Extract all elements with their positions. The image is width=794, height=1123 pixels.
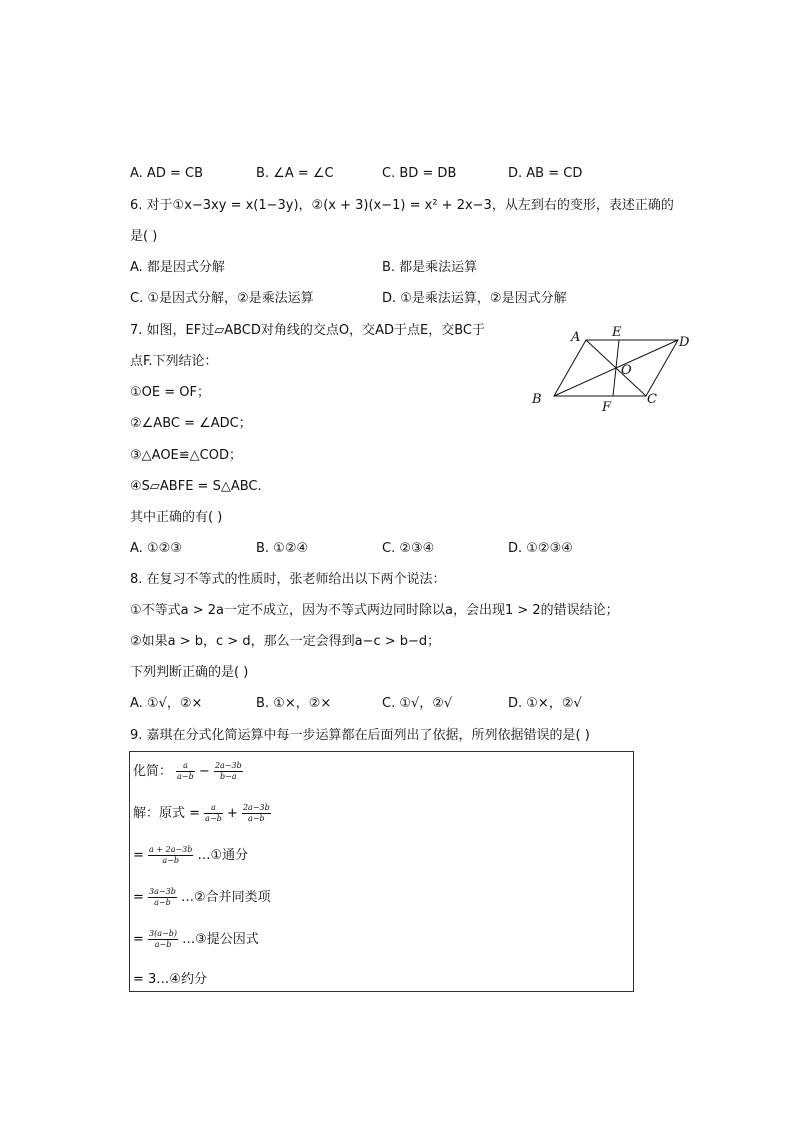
q8-statement-2: ②如果a > b，c > d，那么一定会得到a−c > b−d； <box>130 634 441 649</box>
q8-statement-1: ①不等式a > 2a一定不成立，因为不等式两边同时除以a，会出现1 > 2的错误结论； <box>130 603 619 618</box>
q5-option-c: C. BD = DB <box>382 166 457 181</box>
q5-option-a: A. AD = CB <box>130 166 203 181</box>
q7-ask: 其中正确的有( ) <box>130 510 223 525</box>
solution-box <box>129 751 634 992</box>
fraction: $\frac{a}{a-b}$ <box>177 761 194 781</box>
q8-stem: 8. 在复习不等式的性质时，张老师给出以下两个说法： <box>130 572 446 587</box>
q5-option-d: D. AB = CD <box>508 166 583 181</box>
fraction: $\frac{2a-3b}{a-b}$ <box>242 803 270 823</box>
label-o: O <box>621 363 632 378</box>
label-f: F <box>602 400 612 414</box>
solution-row-6: = 3…④约分 <box>133 972 207 987</box>
label-a: A <box>571 330 581 345</box>
fraction: $\frac{3(a-b)}{a-b}$ <box>149 929 177 949</box>
q7-claim-4: ④S▱ABFE = S△ABC. <box>130 479 262 494</box>
q7-stem-cont: 点F.下列结论： <box>130 354 218 369</box>
q8-ask: 下列判断正确的是( ) <box>130 665 249 680</box>
label-e: E <box>612 325 622 340</box>
q7-stem: 7. 如图，EF过▱ABCD对角线的交点O，交AD于点E，交BC于 <box>130 323 486 338</box>
solution-row-4: = $\frac{3a-3b}{a-b}$ …②合并同类项 <box>133 887 271 907</box>
q8-option-a: A. ①√，②× <box>130 696 203 711</box>
fraction: $\frac{a}{a-b}$ <box>205 803 222 823</box>
label-b: B <box>532 392 542 407</box>
q6-option-b: B. 都是乘法运算 <box>382 260 478 275</box>
q5-option-b: B. ∠A = ∠C <box>256 166 334 181</box>
q6-option-c: C. ①是因式分解，②是乘法运算 <box>130 291 314 306</box>
q8-option-d: D. ①×，②√ <box>508 696 582 711</box>
q7-claim-3: ③△AOE≌△COD； <box>130 448 242 463</box>
q7-claim-1: ①OE = OF； <box>130 385 210 400</box>
q7-option-b: B. ①②④ <box>256 541 309 556</box>
fraction: $\frac{2a-3b}{b-a}$ <box>214 761 242 781</box>
q7-claim-2: ②∠ABC = ∠ADC； <box>130 416 252 431</box>
q6-stem-cont: 是( ) <box>130 229 158 244</box>
q7-option-d: D. ①②③④ <box>508 541 573 556</box>
q6-option-a: A. 都是因式分解 <box>130 260 225 275</box>
segment-ef <box>613 340 619 396</box>
label-d: D <box>679 335 690 350</box>
fraction: $\frac{a + 2a-3b}{a-b}$ <box>149 845 193 865</box>
solution-row-1: 化简： $\frac{a}{a-b}$ − $\frac{2a-3b}{b-a}$ <box>133 761 242 781</box>
label-c: C <box>647 392 657 407</box>
q7-option-a: A. ①②③ <box>130 541 182 556</box>
parallelogram-figure <box>528 322 698 414</box>
q7-option-c: C. ②③④ <box>382 541 435 556</box>
q8-option-b: B. ①×，②× <box>256 696 332 711</box>
fraction: $\frac{3a-3b}{a-b}$ <box>149 887 176 907</box>
q6-stem: 6. 对于①x−3xy = x(1−3y)，②(x + 3)(x−1) = x² + 2x−3，从左到右的变形，表述正确的 <box>130 198 674 213</box>
solution-row-5: = $\frac{3(a-b)}{a-b}$ …③提公因式 <box>133 929 259 949</box>
q9-stem: 9. 嘉琪在分式化简运算中每一步运算都在后面列出了依据，所列依据错误的是( ) <box>130 728 590 743</box>
q8-option-c: C. ①√，②√ <box>382 696 453 711</box>
solution-row-2: 解：原式 = $\frac{a}{a-b}$ + $\frac{2a-3b}{a-b}$ <box>133 803 270 823</box>
solution-row-3: = $\frac{a + 2a-3b}{a-b}$ …①通分 <box>133 845 249 865</box>
q6-option-d: D. ①是乘法运算，②是因式分解 <box>382 291 567 306</box>
